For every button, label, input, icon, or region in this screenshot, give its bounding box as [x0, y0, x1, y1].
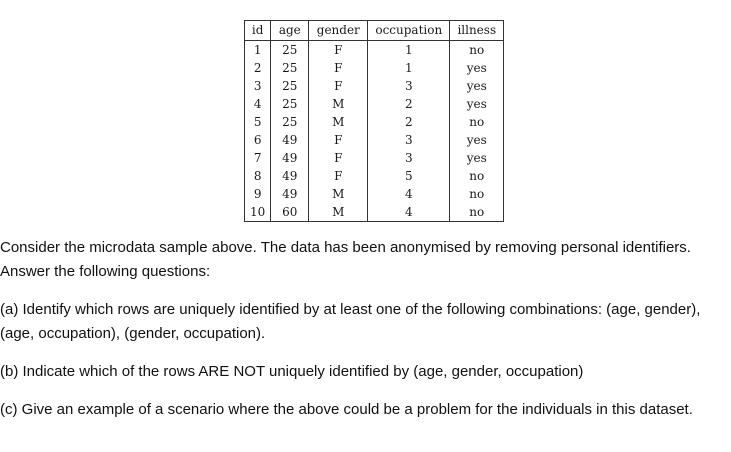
cell-id: 9 — [245, 185, 271, 203]
cell-occupation: 5 — [368, 167, 450, 185]
cell-gender: F — [309, 167, 368, 185]
cell-occupation: 3 — [368, 149, 450, 167]
cell-age: 25 — [271, 95, 309, 113]
cell-age: 25 — [271, 77, 309, 95]
cell-id: 5 — [245, 113, 271, 131]
cell-illness: no — [450, 203, 504, 222]
cell-id: 7 — [245, 149, 271, 167]
table-row — [245, 203, 504, 222]
cell-occupation: 2 — [368, 113, 450, 131]
table-row — [245, 185, 504, 203]
cell-gender: M — [309, 95, 368, 113]
microdata-table-container — [244, 20, 504, 222]
question-text — [0, 236, 731, 436]
cell-illness: yes — [450, 59, 504, 77]
cell-age: 25 — [271, 113, 309, 131]
table-header-row — [245, 21, 504, 41]
column-header-illness: illness — [450, 21, 504, 41]
table-row — [245, 149, 504, 167]
table-row — [245, 41, 504, 60]
cell-id: 2 — [245, 59, 271, 77]
cell-occupation: 3 — [368, 77, 450, 95]
table-row — [245, 77, 504, 95]
cell-occupation: 1 — [368, 59, 450, 77]
cell-age: 25 — [271, 41, 309, 60]
cell-illness: yes — [450, 131, 504, 149]
table-row — [245, 167, 504, 185]
cell-gender: M — [309, 185, 368, 203]
question-b: (b) Indicate which of the rows ARE NOT uniquely identified by (age, gender, occupation) — [0, 363, 584, 380]
table-row — [245, 59, 504, 77]
cell-age: 49 — [271, 149, 309, 167]
table-header — [245, 21, 504, 41]
cell-gender: M — [309, 113, 368, 131]
column-header-id: id — [245, 21, 271, 41]
cell-gender: F — [309, 77, 368, 95]
cell-illness: yes — [450, 95, 504, 113]
cell-occupation: 3 — [368, 131, 450, 149]
cell-id: 8 — [245, 167, 271, 185]
cell-illness: yes — [450, 77, 504, 95]
cell-illness: no — [450, 41, 504, 60]
cell-id: 1 — [245, 41, 271, 60]
cell-illness: no — [450, 185, 504, 203]
cell-occupation: 4 — [368, 203, 450, 222]
cell-age: 60 — [271, 203, 309, 222]
microdata-table — [244, 20, 504, 222]
cell-age: 49 — [271, 131, 309, 149]
cell-id: 4 — [245, 95, 271, 113]
column-header-age: age — [271, 21, 309, 41]
cell-age: 25 — [271, 59, 309, 77]
intro-paragraph: Consider the microdata sample above. The data has been anonymised by removing personal identifiers. Answer the following questions: — [0, 239, 691, 280]
cell-occupation: 2 — [368, 95, 450, 113]
cell-illness: no — [450, 113, 504, 131]
cell-id: 6 — [245, 131, 271, 149]
column-header-occupation: occupation — [368, 21, 450, 41]
cell-id: 3 — [245, 77, 271, 95]
table-row — [245, 95, 504, 113]
cell-occupation: 4 — [368, 185, 450, 203]
cell-age: 49 — [271, 185, 309, 203]
table-body — [245, 41, 504, 222]
cell-age: 49 — [271, 167, 309, 185]
cell-gender: F — [309, 59, 368, 77]
cell-illness: no — [450, 167, 504, 185]
table-row — [245, 131, 504, 149]
cell-occupation: 1 — [368, 41, 450, 60]
cell-gender: M — [309, 203, 368, 222]
cell-illness: yes — [450, 149, 504, 167]
question-c: (c) Give an example of a scenario where the above could be a problem for the individuals in this dataset. — [0, 401, 693, 418]
question-a: (a) Identify which rows are uniquely identified by at least one of the following combinations: (age, gender), (age, occupation), (gender, occupation). — [0, 301, 701, 342]
table-row — [245, 113, 504, 131]
cell-gender: F — [309, 131, 368, 149]
cell-gender: F — [309, 149, 368, 167]
column-header-gender: gender — [309, 21, 368, 41]
cell-id: 10 — [245, 203, 271, 222]
cell-gender: F — [309, 41, 368, 60]
